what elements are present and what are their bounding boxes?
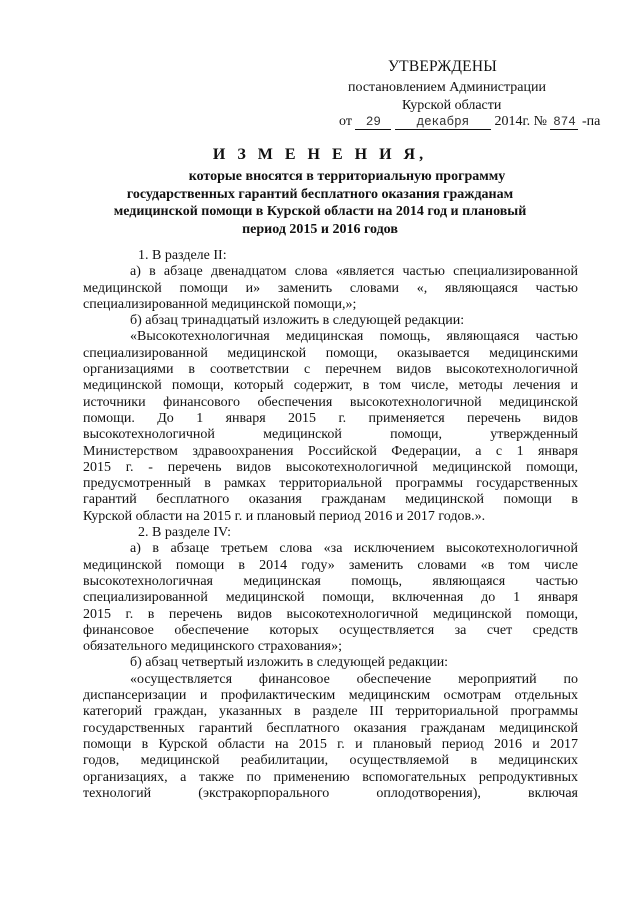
text-line: высокотехнологичной медицинской помощи, утвержденный xyxy=(83,427,578,443)
text-line: специализированной медицинской помощи, оказывается медицинскими xyxy=(83,345,578,361)
document-title: И З М Е Н Е Н И Я, xyxy=(212,146,428,163)
text-line: а) в абзаце третьем слова «за исключением высокотехнологичной xyxy=(130,541,578,557)
document-number: 874 xyxy=(550,115,578,130)
text-line: медицинской помощи и» заменить словами «, являющаяся частью xyxy=(83,280,578,296)
date-year: 2014г. № xyxy=(494,114,547,129)
approval-authority: постановлением Администрации xyxy=(348,80,546,95)
text-line: организациями в соответствии с перечнем видов высокотехнологичной xyxy=(83,362,578,378)
subtitle-line: медицинской помощи в Курской области на 2014 год и плановый xyxy=(113,204,527,219)
text-line: категорий граждан, указанных в разделе III территориальной программы xyxy=(83,704,578,720)
document-subtitle xyxy=(0,168,640,238)
document-number-suffix: -па xyxy=(581,114,601,129)
text-line: обязательного медицинского страхования»; xyxy=(83,639,342,655)
text-line: помощи. До 1 января 2015 г. применяется перечень видов xyxy=(83,410,578,426)
text-line: помощи в Курской области на 2015 г. и плановый период 2016 и 2017 xyxy=(83,736,578,752)
text-line: «Высокотехнологичная медицинская помощь, являющаяся частью xyxy=(130,329,578,345)
section-2-heading: 1. В разделе II: xyxy=(138,248,227,263)
text-line: 2015 г. - перечень видов высокотехнологичной медицинской помощи, xyxy=(83,459,578,475)
text-line: организациях, а также по применению вспомогательных репродуктивных xyxy=(83,769,578,785)
text-line: а) в абзаце двенадцатом слова «является частью специализированной xyxy=(130,264,578,280)
text-line: специализированной медицинской помощи, включенная до 1 января xyxy=(83,590,578,606)
text-line: б) абзац тринадцатый изложить в следующей редакции: xyxy=(130,313,465,329)
text-line: гарантий бесплатного оказания гражданам медицинской помощи в xyxy=(83,492,578,508)
text-line: государственных гарантий бесплатного оказания гражданам медицинской xyxy=(83,720,578,736)
text-line: годов, медицинской реабилитации, осуществляемой в медицинских xyxy=(83,753,578,769)
text-line: Курской области на 2015 г. и плановый период 2016 и 2017 годов.». xyxy=(83,508,486,524)
date-prefix: от xyxy=(339,114,352,129)
text-line: медицинской помощи, который содержит, в том числе, методы лечения и xyxy=(83,378,578,394)
text-line: предусмотренный в рамках территориальной программы государственных xyxy=(83,476,578,492)
text-line: технологий (экстракорпорального оплодотворения), включая xyxy=(83,785,578,801)
text-line: специализированной медицинской помощи,»; xyxy=(83,296,357,312)
approval-title: УТВЕРЖДЕНЫ xyxy=(388,58,497,75)
document-body xyxy=(83,248,578,802)
date-day: 29 xyxy=(355,115,391,130)
text-line: медицинской помощи в 2014 году» заменить словами «в том числе xyxy=(83,557,578,573)
section-4-heading: 2. В разделе IV: xyxy=(138,525,231,541)
text-line: Министерством здравоохранения Российской Федерации, а с 1 января xyxy=(83,443,578,459)
text-line: б) абзац четвертый изложить в следующей редакции: xyxy=(130,655,449,671)
text-line: источники финансового обеспечения высокотехнологичной медицинской xyxy=(83,394,578,410)
text-line: финансовое обеспечение которых осуществляется за счет средств xyxy=(83,622,578,638)
text-line: высокотехнологичная медицинская помощь, являющаяся частью xyxy=(83,573,578,589)
approval-date-line xyxy=(339,114,600,130)
date-month: декабря xyxy=(395,115,491,130)
subtitle-line: период 2015 и 2016 годов xyxy=(242,221,398,237)
subtitle-line: которые вносятся в территориальную программу xyxy=(188,169,506,184)
subtitle-line: государственных гарантий бесплатного оказания гражданам xyxy=(126,186,514,202)
approval-region: Курской области xyxy=(402,98,502,113)
text-line: «осуществляется финансовое обеспечение мероприятий по xyxy=(130,671,578,687)
text-line: 2015 г. в перечень видов высокотехнологичной медицинской помощи, xyxy=(83,606,578,622)
text-line: диспансеризации и профилактическим медицинским осмотрам отдельных xyxy=(83,688,578,704)
